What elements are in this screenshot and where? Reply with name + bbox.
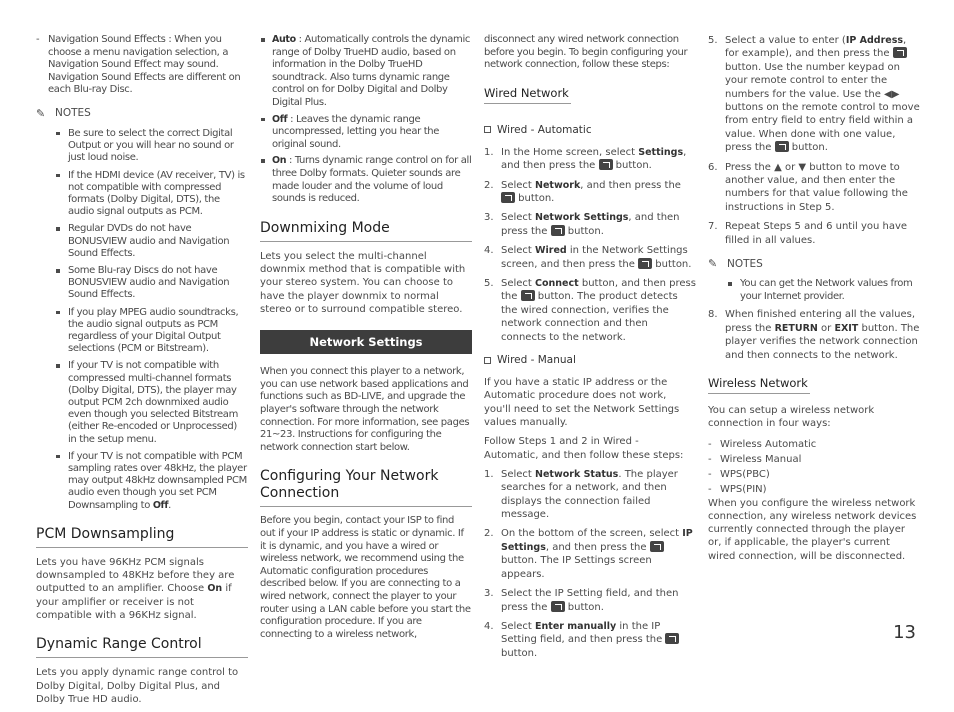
step-text-part: button. <box>515 193 555 204</box>
wireless-ways-list <box>708 437 920 497</box>
pcm-text: if your amplifier or receiver is not compatible with a 96KHz signal. <box>36 583 232 622</box>
wired-network-heading: Wired Network <box>484 86 571 104</box>
step-text-part: On the bottom of the screen, select <box>501 528 683 540</box>
step-number: 4. <box>484 245 494 257</box>
step-text-part: or <box>817 322 835 334</box>
step-text-part: button. <box>564 601 604 613</box>
note-item <box>56 451 248 512</box>
step-text <box>725 220 920 247</box>
column-3 <box>484 34 696 666</box>
note-text: If your TV is not compatible with PCM sampling rates over 48kHz, the player may output 48kHz downsampled PCM audio even though you set PCM Downsampling to <box>68 450 247 511</box>
option-label: Off <box>272 113 288 125</box>
notes-heading <box>708 257 920 270</box>
wireless-text: When you configure the wireless network connection, any wireless network devices currently connected through the player or, if applicable, the player's current wired connection, will be disconnected. <box>708 497 917 562</box>
step-item <box>484 527 696 581</box>
option-label: On <box>272 155 287 167</box>
enter-button-icon <box>638 258 652 269</box>
step-item <box>708 34 920 155</box>
notes-label: NOTES <box>727 257 763 270</box>
sub-title: Wired - Automatic <box>497 123 592 136</box>
step-text <box>501 211 696 238</box>
note-bold: Off <box>152 499 169 511</box>
drc-option <box>260 34 472 110</box>
step-text-part: in the IP Setting field, and then press the <box>501 620 666 646</box>
step-item <box>484 211 696 238</box>
sub-title: Wired - Manual <box>497 354 576 367</box>
step-text-part: button. <box>788 142 828 154</box>
step-number: 2. <box>484 179 494 191</box>
step-number: 8. <box>708 309 718 321</box>
continued-text: disconnect any wired network connection before you begin. To begin configuring your network connection, follow these steps: <box>484 34 688 71</box>
wireless-way: - WPS(PBC) <box>708 467 920 482</box>
step-text-part: button. <box>612 160 652 172</box>
downmixing-heading: Downmixing Mode <box>260 220 472 242</box>
step-bold: Network Status <box>535 468 619 480</box>
step-text-part: , and then press the <box>501 146 687 172</box>
step-text-part: Select <box>501 278 536 290</box>
step-item <box>484 620 696 660</box>
manual-text-2: Follow Steps 1 and 2 in Wired - Automatic, and then follow these steps: <box>484 436 684 461</box>
note-item: Be sure to select the correct Digital Output or you will hear no sound or just loud noise. <box>56 128 248 165</box>
drc-option <box>260 155 472 205</box>
step-bold: EXIT <box>834 322 859 334</box>
option-text: : Leaves the dynamic range uncompressed, letting you hear the original sound. <box>272 113 440 150</box>
step-text-part: Press the ▲ or ▼ button to move to another value, and then enter the numbers for that value following the instructions in Step 5. <box>725 161 908 213</box>
note-item: If the HDMI device (AV receiver, TV) is not compatible with compressed formats (Dolby Digital, DTS), the audio signal outputs as PCM. <box>56 170 248 219</box>
pencil-icon: ✎ <box>36 106 46 120</box>
step-text-part: , and then press the <box>580 179 681 191</box>
step-text-part: button. The IP Settings screen appears. <box>501 555 652 580</box>
wired-manual-heading <box>484 354 696 366</box>
note-text: . <box>168 499 171 511</box>
note-item: If you play MPEG audio soundtracks, the audio signal outputs as PCM regardless of your Digital Output selections (PCM or Bitstream). <box>56 307 248 356</box>
step-item <box>484 179 696 206</box>
pcm-downsampling-heading: PCM Downsampling <box>36 526 248 548</box>
step-text <box>725 308 920 362</box>
note-item: Regular DVDs do not have BONUSVIEW audio and Navigation Sound Effects. <box>56 223 248 260</box>
wired-automatic-steps <box>484 146 696 344</box>
step-number: 1. <box>484 468 494 480</box>
step-text <box>501 468 696 522</box>
enter-button-icon <box>501 192 515 203</box>
enter-button-icon <box>650 541 664 552</box>
network-settings-band: Network Settings <box>260 330 472 354</box>
enter-button-icon <box>665 633 679 644</box>
option-text: : Automatically controls the dynamic range of Dolby TrueHD audio, based on information in the Dolby TrueHD soundtrack. Also turns dynamic range control on for Dolby Digital and Dolby Digital Plus. <box>272 34 471 108</box>
step-item <box>484 146 696 173</box>
pcm-downsampling-text <box>36 556 248 622</box>
note-item: Some Blu-ray Discs do not have BONUSVIEW audio and Navigation Sound Effects. <box>56 265 248 302</box>
step-text-part: button. The product detects the wired connection, verifies the network connection and then connects to the network. <box>501 291 678 343</box>
note-item: You can get the Network values from your Internet provider. <box>728 278 920 303</box>
notes-label: NOTES <box>55 107 91 120</box>
step-text-part: button. The player verifies the network connection and then connects to the network. <box>725 322 920 361</box>
step-text-part: In the Home screen, select <box>501 146 639 158</box>
step-number: 3. <box>484 212 494 224</box>
checkbox-square-icon <box>484 126 491 133</box>
step-item <box>708 220 920 247</box>
step-text <box>725 34 920 155</box>
option-text: : Turns dynamic range control on for all three Dolby formats. Quieter sounds are made louder and the volume of loud sounds is reduced. <box>272 155 472 205</box>
step-text-part: , and then press the <box>545 541 650 553</box>
manual-steps-continued <box>708 34 920 247</box>
notes-list <box>56 128 248 512</box>
step-text-part: Select a value to enter ( <box>725 35 846 46</box>
step-number: 5. <box>484 278 494 290</box>
step-number: 5. <box>708 35 718 46</box>
enter-button-icon <box>551 225 565 236</box>
step-text-part: button. <box>652 258 692 270</box>
manual-text-1: If you have a static IP address or the Automatic procedure does not work, you'll need to set the Network Settings values manually. <box>484 377 680 428</box>
column-2 <box>260 34 472 647</box>
column-4 <box>708 34 920 569</box>
step-text <box>501 587 696 614</box>
step-text-part: , for example), and then press the <box>725 35 907 60</box>
step-text <box>501 146 696 173</box>
step-text-part: When finished entering all the values, press the <box>725 309 916 334</box>
dynamic-range-text: Lets you apply dynamic range control to Dolby Digital, Dolby Digital Plus, and Dolby True HD audio. <box>36 667 239 705</box>
wireless-intro: You can setup a wireless network connection in four ways: <box>708 404 875 430</box>
step-text-part: Select <box>501 212 536 224</box>
sound-effects-note: - Navigation Sound Effects : When you choose a menu navigation selection, a Navigation Sound Effect may sound. Navigation Sound Effects are different on each Blu-ray Disc. <box>36 34 248 97</box>
step-text-part: in the Network Settings screen, and then press the <box>501 245 688 270</box>
step-text <box>725 161 920 215</box>
step-bold: Network Settings <box>535 212 629 224</box>
step-text-part: Select <box>501 179 536 191</box>
step-number: 1. <box>484 146 494 158</box>
enter-button-icon <box>551 601 565 612</box>
step-number: 3. <box>484 588 494 600</box>
pencil-icon: ✎ <box>708 257 718 271</box>
step-text <box>501 527 696 581</box>
step-text <box>501 277 696 344</box>
step-bold: IP Settings <box>501 528 693 553</box>
step-text-part: button. <box>564 225 604 237</box>
step-bold: IP Address <box>845 35 904 46</box>
page-number: 13 <box>893 622 916 643</box>
notes-heading <box>36 107 248 120</box>
wireless-way: - WPS(PIN) <box>708 482 920 497</box>
step-text-part: Select <box>501 245 536 257</box>
step-number: 7. <box>708 221 718 233</box>
step-item <box>708 161 920 215</box>
checkbox-square-icon <box>484 357 491 364</box>
step-number: 6. <box>708 161 718 173</box>
step-item <box>484 244 696 271</box>
step-bold: Settings <box>638 146 684 158</box>
configuring-network-heading: Configuring Your Network Connection <box>260 468 472 507</box>
wireless-way: - Wireless Automatic <box>708 437 920 452</box>
column-1 <box>36 34 248 712</box>
step-item <box>708 308 920 362</box>
wireless-way: - Wireless Manual <box>708 452 920 467</box>
notes-list <box>728 278 920 303</box>
wired-manual-steps <box>484 468 696 660</box>
downmixing-text: Lets you select the multi-channel downmix method that is compatible with your stereo system. You can choose to have the player downmix to normal stereo or to surround compatible stereo. <box>260 250 466 315</box>
note-item: If your TV is not compatible with compressed multi-channel formats (Dolby Digital, DTS), the player may output PCM 2ch downmixed audio even though you selected Bitstream (either Re-encoded or Unprocessed) in the setup menu. <box>56 360 248 445</box>
step-bold: Network <box>535 179 581 191</box>
step-bold: Wired <box>535 245 567 257</box>
configuring-network-text: Before you begin, contact your ISP to find out if your IP address is static or dynamic. If it is dynamic, and you have a wired or wireless network, we recommend using the Automatic configuration procedures described below. If you are connecting to a wired network, connect the player to your router using a LAN cable before you start the configuration procedure. If you are connecting to a wireless network, <box>260 515 471 640</box>
dynamic-range-heading: Dynamic Range Control <box>36 636 248 658</box>
enter-button-icon <box>893 47 907 58</box>
step-text-part: Select <box>501 468 536 480</box>
manual-step-8 <box>708 308 920 362</box>
enter-button-icon <box>599 159 613 170</box>
enter-button-icon <box>775 141 789 152</box>
step-text-part: button. <box>501 647 538 659</box>
step-text-part: Select the IP Setting field, and then press the <box>501 588 679 613</box>
drc-option <box>260 114 472 152</box>
step-bold: Enter manually <box>535 620 617 632</box>
step-item <box>484 468 696 522</box>
enter-button-icon <box>521 290 535 301</box>
step-number: 2. <box>484 528 494 540</box>
option-label: Auto <box>272 34 296 45</box>
step-text-part: , and then press the <box>501 212 680 237</box>
step-item <box>484 587 696 614</box>
drc-options <box>260 34 472 206</box>
wired-automatic-heading <box>484 124 696 136</box>
step-bold: RETURN <box>774 322 818 334</box>
step-text-part: button, and then press the <box>501 278 696 303</box>
network-intro: When you connect this player to a network, you can use network based applications and functions such as BD-LIVE, and upgrade the player's software through the network connection. For more information, see pages 21~23. Instructions for configuring the network connection start below. <box>260 366 470 453</box>
step-number: 4. <box>484 620 494 632</box>
step-text <box>501 244 696 271</box>
step-item <box>484 277 696 344</box>
step-text-part: Repeat Steps 5 and 6 until you have filled in all values. <box>725 221 908 246</box>
pcm-text: Lets you have 96KHz PCM signals downsampled to 48KHz before they are outputted to an amplifier. Choose <box>36 556 235 595</box>
step-text <box>501 620 696 660</box>
step-text-part: button. Use the number keypad on your remote control to enter the numbers for the value. Use the ◀▶ buttons on the remote control to move from entry field to entry field within a value. When done with one value, press the <box>725 61 920 154</box>
pcm-bold: On <box>207 583 223 595</box>
step-text-part: . The player searches for a network, and then displays the connection failed message. <box>501 468 678 521</box>
wireless-network-heading: Wireless Network <box>708 376 810 394</box>
step-text <box>501 179 696 206</box>
step-bold: Connect <box>535 278 579 290</box>
step-text-part: Select <box>501 620 536 632</box>
